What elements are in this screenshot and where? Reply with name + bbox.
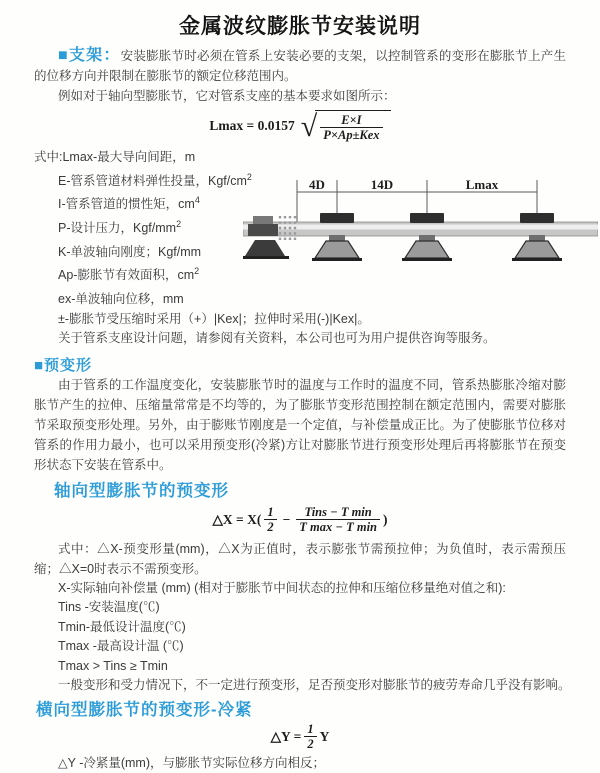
plus-minus-note: ±-膨胀节受压缩时采用（+）|Kex|；拉伸时采用(-)|Kex|。 (58, 311, 370, 326)
predeform-section-label: ■预变形 (34, 356, 93, 374)
sqrt-radical-icon: √ (300, 110, 318, 143)
lmax-formula-lhs: Lmax = 0.0157 (209, 118, 295, 133)
temperature-fraction: $\frac{\text{Tins − T min}}{\text{T max − T min}}$ (296, 505, 380, 534)
axial-line: Tins -安装温度(℃) (58, 600, 160, 615)
axial-line: Tmax -最高设计温 (℃) (58, 639, 184, 654)
support-section-label: ■支架： (58, 47, 121, 64)
lmax-fraction-denominator: P×Ap±Kex (323, 128, 380, 142)
one-half-fraction: $\frac{1}{2}$ (264, 505, 276, 534)
page-title: 金属波纹膨胀节安装说明 (179, 15, 421, 38)
axial-predeform-heading: 轴向型膨胀节的预变形 (54, 481, 229, 500)
definition-line: 式中:Lmax-最大导向间距，m (34, 150, 196, 165)
document-page (0, 10, 600, 773)
delta-x-formula (34, 503, 566, 537)
delta-x-lhs: △X = X( (212, 511, 262, 527)
delta-x-rparen: ) (383, 511, 388, 527)
lmax-fraction-numerator: E×I (320, 113, 382, 128)
definition-line: I-管系管道的惯性矩，$cm^4$ (58, 195, 200, 212)
minus-operator: − (282, 511, 291, 527)
lmax-fraction (320, 113, 382, 142)
lateral-predeform-heading: 横向型膨胀节的预变形-冷紧 (36, 700, 253, 719)
dim-label-lmax: Lmax (465, 178, 499, 192)
axial-line: Tmin-最低设计温度(℃) (58, 619, 186, 634)
definition-line: Ap-膨胀节有效面积，$cm^2$ (58, 266, 200, 283)
dim-label-4d: 4D (309, 178, 325, 192)
delta-x-explain: 式中：△X-预变形量(mm)，△X为正值时，表示膨张节需预拉伸；为负值时，表示需预压缩；△X=0时表示不需预变形。 (34, 541, 566, 576)
axial-closing-line: 一般变形和受力情况下，不一定进行预变形，足否预变形对膨胀节的疲劳寿命几乎没有影响。 (58, 678, 571, 693)
guide-support (312, 213, 362, 261)
definition-line: E-管系管道材料弹性投量，Kgf/$cm^2$ (58, 171, 252, 188)
pipe-support-diagram (243, 178, 598, 278)
definition-line: K-单波轴向刚度；Kgf/mm (58, 244, 202, 259)
pipe (243, 222, 598, 236)
guide-support (402, 213, 452, 261)
delta-y-lhs: △Y = (270, 728, 302, 744)
consult-note: 关于管系支座设计问题，请参阅有关资料，本公司也可为用户提供咨询等服务。 (58, 331, 496, 346)
dim-label-14d: 14D (370, 178, 394, 192)
definition-line: P-设计压力，Kgf/$mm^2$ (58, 218, 182, 236)
axial-line: Tmax > Tins ≥ Tmin (58, 658, 168, 673)
lmax-formula (34, 110, 566, 142)
guide-support (512, 213, 562, 261)
support-intro-text: 安装膨胀节时必须在管系上安装必要的支架，以控制管系的变形在膨胀节上产生的位移方向并限制在膨胀节的额定位移范围内。 (34, 49, 566, 83)
delta-y-note: △Y -冷紧量(mm)，与膨胀节实际位移方向相反； (58, 755, 326, 770)
one-half-fraction: $\frac{1}{2}$ (304, 722, 316, 751)
predeform-body: 由于管系的工作温度变化，安装膨胀节时的温度与工作时的温度不同，管系热膨胀冷缩对膨胀节产生的拉伸、压缩量常常是不均等的，为了膨胀节变形范围控制在额定范围内，需要对膨胀节采取预变形处理。另外，由于膨账节刚度是一个定值，与补偿量成正比。为了使膨胀节位移对管系的作用力最小，也可以采用预变形(冷紧)方让对膨胀节进行预变形处理后再将膨胀节在预变形状态下安装在管系中。 (34, 377, 566, 472)
axial-definition-lines (34, 579, 571, 696)
axial-line: X-实际轴向补偿量 (mm) (相对于膨胀节中间状态的拉伸和压缩位移量绝对值之和): (58, 580, 506, 595)
delta-y-rhs: Y (319, 728, 330, 744)
definition-line: ex-单波轴向位移，mm (58, 292, 184, 307)
support-intro-paragraph (34, 46, 566, 86)
sqrt-body (315, 110, 390, 142)
support-example-line: 例如对于轴向型膨胀节，它对管系支座的基本要求如图所示： (58, 89, 396, 103)
